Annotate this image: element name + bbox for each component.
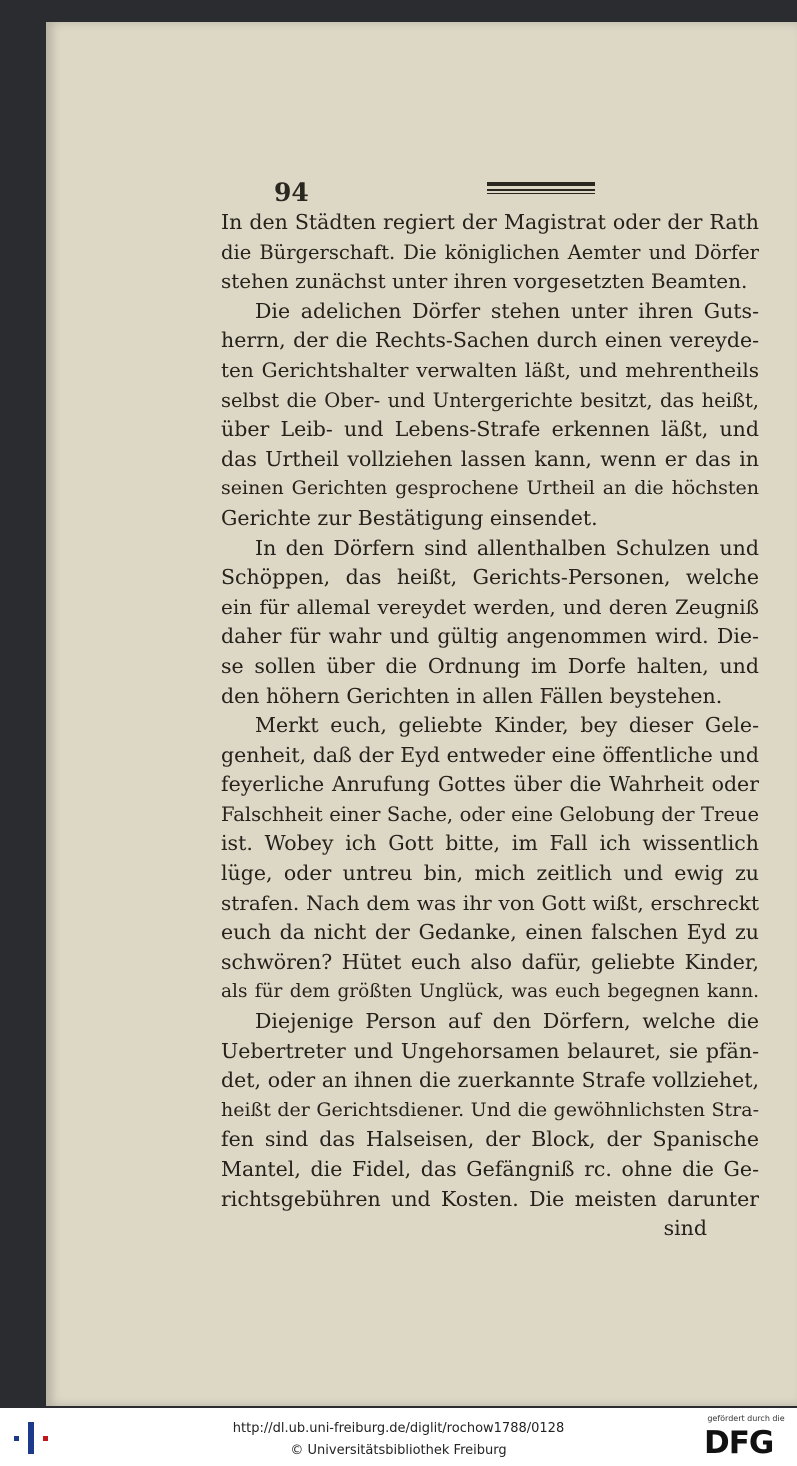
- text-line: fen sind das Halseisen, der Block, der Spanische: [221, 1127, 759, 1152]
- text-line: euch da nicht der Gedanke, einen falschen Eyd zu: [221, 920, 759, 945]
- text-line: lüge, oder untreu bin, mich zeitlich und ewig zu: [221, 861, 759, 886]
- text-line: richtsgebühren und Kosten. Die meisten darunter: [221, 1186, 759, 1211]
- viewer-footer: [0, 1408, 797, 1466]
- copyright-notice: © Universitätsbibliothek Freiburg: [290, 1443, 507, 1458]
- header-ornament-rule: [487, 182, 595, 195]
- text-line: Falschheit einer Sache, oder eine Gelobung der Treue: [221, 802, 759, 826]
- text-line: se sollen über die Ordnung im Dorfe halten, und: [221, 653, 759, 678]
- text-line: das Urtheil vollziehen lassen kann, wenn er das in: [221, 446, 759, 471]
- permalink-url[interactable]: http://dl.ub.uni-freiburg.de/diglit/rochow1788/0128: [232, 1421, 565, 1436]
- dfg-logo: DFG: [704, 1425, 774, 1461]
- text-line: ist. Wobey ich Gott bitte, im Fall ich wissentlich: [221, 831, 759, 856]
- text-line: feyerliche Anrufung Gottes über die Wahrheit oder: [221, 772, 759, 797]
- text-line: als für dem größten Unglück, was euch begegnen kann.: [221, 981, 759, 1003]
- text-line: Gerichte zur Bestätigung einsendet.: [221, 505, 598, 530]
- text-line: Die adelichen Dörfer stehen unter ihren Guts-: [255, 298, 759, 323]
- text-line: Diejenige Person auf den Dörfern, welche die: [255, 1009, 759, 1034]
- text-line: Merkt euch, geliebte Kinder, bey dieser Gele-: [255, 713, 759, 738]
- page-number: 94: [274, 178, 309, 207]
- text-line: In den Städten regiert der Magistrat oder der Rath: [221, 210, 759, 234]
- body-text: [221, 208, 759, 1244]
- catchword: sind: [663, 1216, 707, 1241]
- text-line: genheit, daß der Eyd entweder eine öffentliche und: [221, 742, 759, 767]
- text-line: Schöppen, das heißt, Gerichts-Personen, welche: [221, 565, 759, 590]
- text-line: daher für wahr und gültig angenommen wird. Die-: [221, 624, 759, 649]
- dfg-caption: gefördert durch die: [707, 1414, 785, 1423]
- text-line: ten Gerichtshalter verwalten läßt, und mehrentheils: [221, 357, 759, 382]
- text-line: selbst die Ober- und Untergerichte besitzt, das heißt,: [221, 388, 759, 412]
- text-line: den höhern Gerichten in allen Fällen beystehen.: [221, 683, 723, 708]
- text-line: über Leib- und Lebens-Strafe erkennen läßt, und: [221, 417, 759, 442]
- text-line: det, oder an ihnen die zuerkannte Strafe vollziehet,: [221, 1068, 759, 1093]
- dfg-funding-badge: [700, 1414, 792, 1462]
- text-line: die Bürgerschaft. Die königlichen Aemter und Dörfer: [221, 240, 759, 264]
- text-line: heißt der Gerichtsdiener. Und die gewöhnlichsten Stra-: [221, 1098, 759, 1121]
- text-line: Uebertreter und Ungehorsamen belauret, sie pfän-: [221, 1038, 759, 1063]
- text-line: In den Dörfern sind allenthalben Schulzen und: [255, 535, 759, 560]
- text-line: Mantel, die Fidel, das Gefängniß rc. ohne die Ge-: [221, 1157, 759, 1181]
- text-line: schwören? Hütet euch also dafür, geliebte Kinder,: [221, 949, 759, 974]
- text-line: herrn, der die Rechts-Sachen durch einen vereyde-: [221, 328, 759, 353]
- text-line: ein für allemal vereydet werden, und deren Zeugniß: [221, 594, 759, 619]
- text-line: stehen zunächst unter ihren vorgesetzten Beamten.: [221, 269, 748, 294]
- text-line: strafen. Nach dem was ihr von Gott wißt, erschreckt: [221, 890, 759, 915]
- text-line: seinen Gerichten gesprochene Urtheil an die höchsten: [221, 477, 759, 500]
